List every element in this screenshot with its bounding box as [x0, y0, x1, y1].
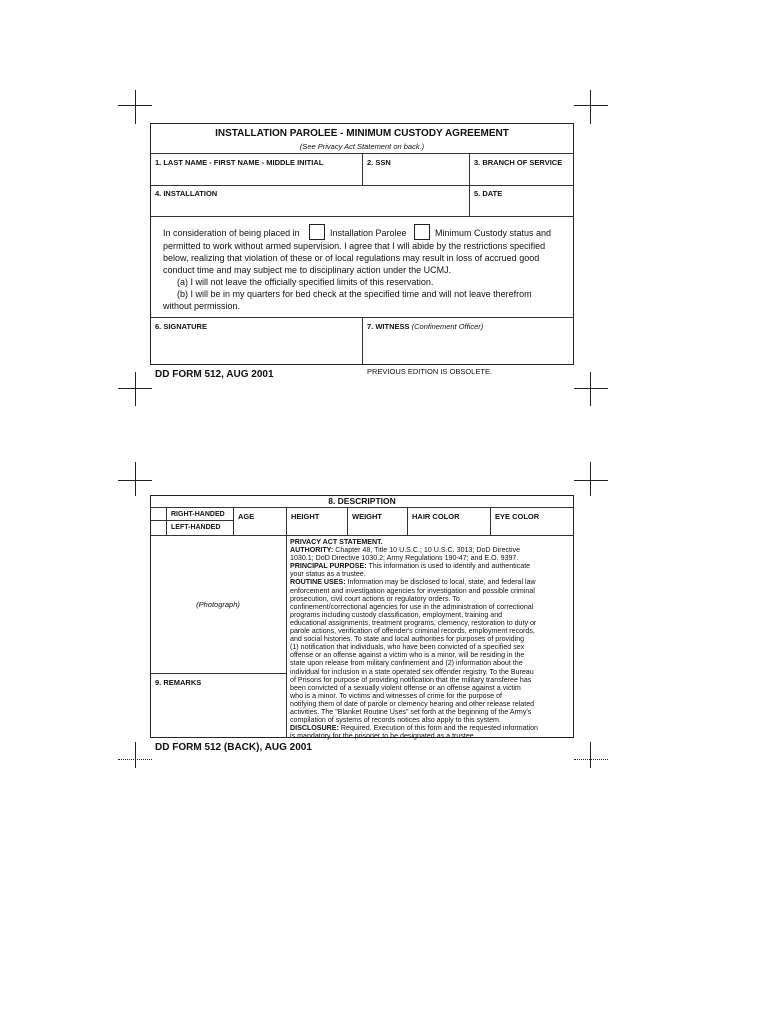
photograph-area[interactable] [152, 537, 284, 671]
privacy-text-line: compilation of systems of records notices also apply to this system. [290, 716, 501, 725]
back-form-id: DD FORM 512 (BACK), AUG 2001 [155, 742, 312, 753]
privacy-heading: PRIVACY ACT STATEMENT. [290, 538, 383, 546]
weight-label: WEIGHT [352, 512, 382, 521]
privacy-text-line: Required. Execution of this form and the requested information [338, 724, 539, 733]
divider [286, 507, 287, 738]
routine-uses-label: ROUTINE USES: [290, 578, 346, 587]
minimum-custody-label: Minimum Custody status and [435, 228, 552, 238]
crop-mark [135, 462, 136, 496]
crop-mark [135, 742, 136, 768]
privacy-text-line: educational assignments, treatment programs, clemency, restoration to duty or [290, 618, 537, 627]
divider [362, 153, 363, 185]
privacy-text-line: Information may be disclosed to local, state, and federal law [345, 578, 536, 587]
agreement-line: permitted to work without armed supervision. I agree that I will abide by the restrictions specified [163, 241, 546, 251]
name-field[interactable] [152, 168, 360, 184]
hair-color-label: HAIR COLOR [412, 512, 460, 521]
height-label: HEIGHT [291, 512, 320, 521]
form-id: DD FORM 512, AUG 2001 [155, 369, 274, 380]
privacy-text-line: parole actions, verification of offender's criminal records, employment records, [290, 627, 535, 636]
installation-parolee-label: Installation Parolee [330, 228, 407, 238]
left-handed-label: LEFT-HANDED [171, 524, 221, 531]
privacy-text-line: your status as a trustee. [290, 570, 366, 579]
age-label: AGE [238, 512, 255, 521]
privacy-text-line: programs including custody classification, employment, training and [290, 610, 503, 619]
divider [166, 507, 167, 535]
ssn-field[interactable] [364, 168, 467, 184]
privacy-statement [290, 538, 538, 740]
privacy-text-line: 1030.1; DoD Directive 1030.2; Army Regulations 190-47; and E.O. 9397. [290, 554, 519, 563]
agreement-line: In consideration of being placed in [163, 228, 300, 238]
privacy-text-line: activities. The "Blanket Routine Uses" set forth at the beginning of the Army's [290, 707, 532, 716]
divider [150, 216, 574, 217]
privacy-text-line: Chapter 48, Title 10 U.S.C.; 10 U.S.C. 3013; DoD Directive [333, 546, 521, 555]
remarks-field[interactable] [152, 689, 284, 735]
privacy-text-line: of Prisons for purpose of providing notification that the military transferee has [290, 675, 532, 684]
branch-field-label: 3. BRANCH OF SERVICE [474, 158, 563, 167]
date-field-label: 5. DATE [474, 189, 503, 198]
signature-field-label: 6. SIGNATURE [155, 322, 207, 331]
photograph-label: (Photograph) [196, 600, 240, 609]
left-handed-checkbox[interactable] [152, 522, 165, 533]
eye-color-label: EYE COLOR [495, 512, 540, 521]
crop-mark [590, 90, 591, 124]
witness-field-role: (Confinement Officer) [411, 322, 484, 331]
divider [233, 507, 234, 535]
crop-mark [135, 90, 136, 124]
agreement-line: (b) I will be in my quarters for bed check at the specified time and will not leave therefrom [177, 289, 532, 299]
crop-mark [574, 480, 608, 481]
divider [150, 535, 574, 536]
privacy-text-line: enforcement and investigation agencies for investigation and possible criminal [290, 586, 535, 595]
privacy-text-line: This information is used to identify and authenticate [366, 562, 531, 571]
privacy-text-line: offense or an offense against a victim who is a minor, will be residing in the [290, 651, 525, 660]
divider [150, 673, 286, 674]
agreement-line: without permission. [163, 301, 241, 311]
name-field-label: 1. LAST NAME - FIRST NAME - MIDDLE INITIAL [155, 158, 324, 167]
minimum-custody-checkbox[interactable] [414, 224, 430, 240]
divider [407, 507, 408, 535]
form-title: INSTALLATION PAROLEE - MINIMUM CUSTODY AGREEMENT [215, 128, 509, 139]
privacy-text-line: state upon release from military confinement and (2) information about the [290, 659, 523, 668]
privacy-text-line: and social histories. To state and local authorities for purposes of providing [290, 635, 525, 644]
right-handed-checkbox[interactable] [152, 509, 165, 519]
right-handed-label: RIGHT-HANDED [171, 511, 225, 518]
privacy-text-line: been convicted of a sexually violent offense or an offense against a victim [290, 683, 521, 692]
divider [150, 507, 574, 508]
crop-mark [590, 372, 591, 406]
witness-field-label [367, 322, 483, 331]
installation-field-label: 4. INSTALLATION [155, 189, 218, 198]
signature-field[interactable] [152, 333, 360, 363]
privacy-text-line: prosecution, civil court actions or regulatory orders. To [290, 594, 460, 603]
disclosure-label: DISCLOSURE: [290, 724, 339, 733]
privacy-text-line: confinement/correctional agencies for use in the administration of correctional [290, 602, 534, 611]
agreement-line: below, realizing that violation of these or of local regulations may result in loss of accrued good [163, 253, 540, 263]
ssn-field-label: 2. SSN [367, 158, 391, 167]
divider [362, 317, 363, 365]
branch-field[interactable] [471, 168, 572, 184]
authority-label: AUTHORITY: [290, 546, 334, 555]
divider [150, 520, 233, 521]
witness-field[interactable] [364, 333, 572, 363]
agreement-line: conduct time and may subject me to disciplinary action under the UCMJ. [163, 265, 452, 275]
privacy-text-line: (1) notification that individuals, who have been convicted of a specified sex [290, 643, 525, 652]
form-subtitle: (See Privacy Act Statement on back.) [299, 142, 425, 151]
installation-parolee-checkbox[interactable] [309, 224, 325, 240]
divider [150, 185, 574, 186]
privacy-text-line: individual for inclusion in a state operated sex offender registry. To the Bureau [290, 667, 534, 676]
edition-note: PREVIOUS EDITION IS OBSOLETE. [367, 367, 493, 376]
crop-mark [590, 462, 591, 496]
agreement-line: (a) I will not leave the officially specified limits of this reservation. [177, 277, 434, 287]
privacy-text-line: notifying them of date of parole or clemency hearing and other release related [290, 699, 535, 708]
crop-mark [574, 759, 608, 760]
crop-mark [574, 105, 608, 106]
crop-mark [590, 742, 591, 768]
remarks-label: 9. REMARKS [155, 678, 202, 687]
description-title: 8. DESCRIPTION [328, 496, 396, 506]
installation-field[interactable] [152, 199, 467, 215]
divider [490, 507, 491, 535]
crop-mark [574, 388, 608, 389]
divider [347, 507, 348, 535]
privacy-text-line: is mandatory for the prisoner to be designated as a trustee. [290, 732, 476, 741]
witness-field-number: 7. WITNESS [367, 322, 410, 331]
crop-mark [135, 372, 136, 406]
date-field[interactable] [471, 199, 572, 215]
purpose-label: PRINCIPAL PURPOSE: [290, 562, 367, 571]
privacy-text-line: who is a minor. To victims and witnesses of crime for the purpose of [290, 691, 502, 700]
